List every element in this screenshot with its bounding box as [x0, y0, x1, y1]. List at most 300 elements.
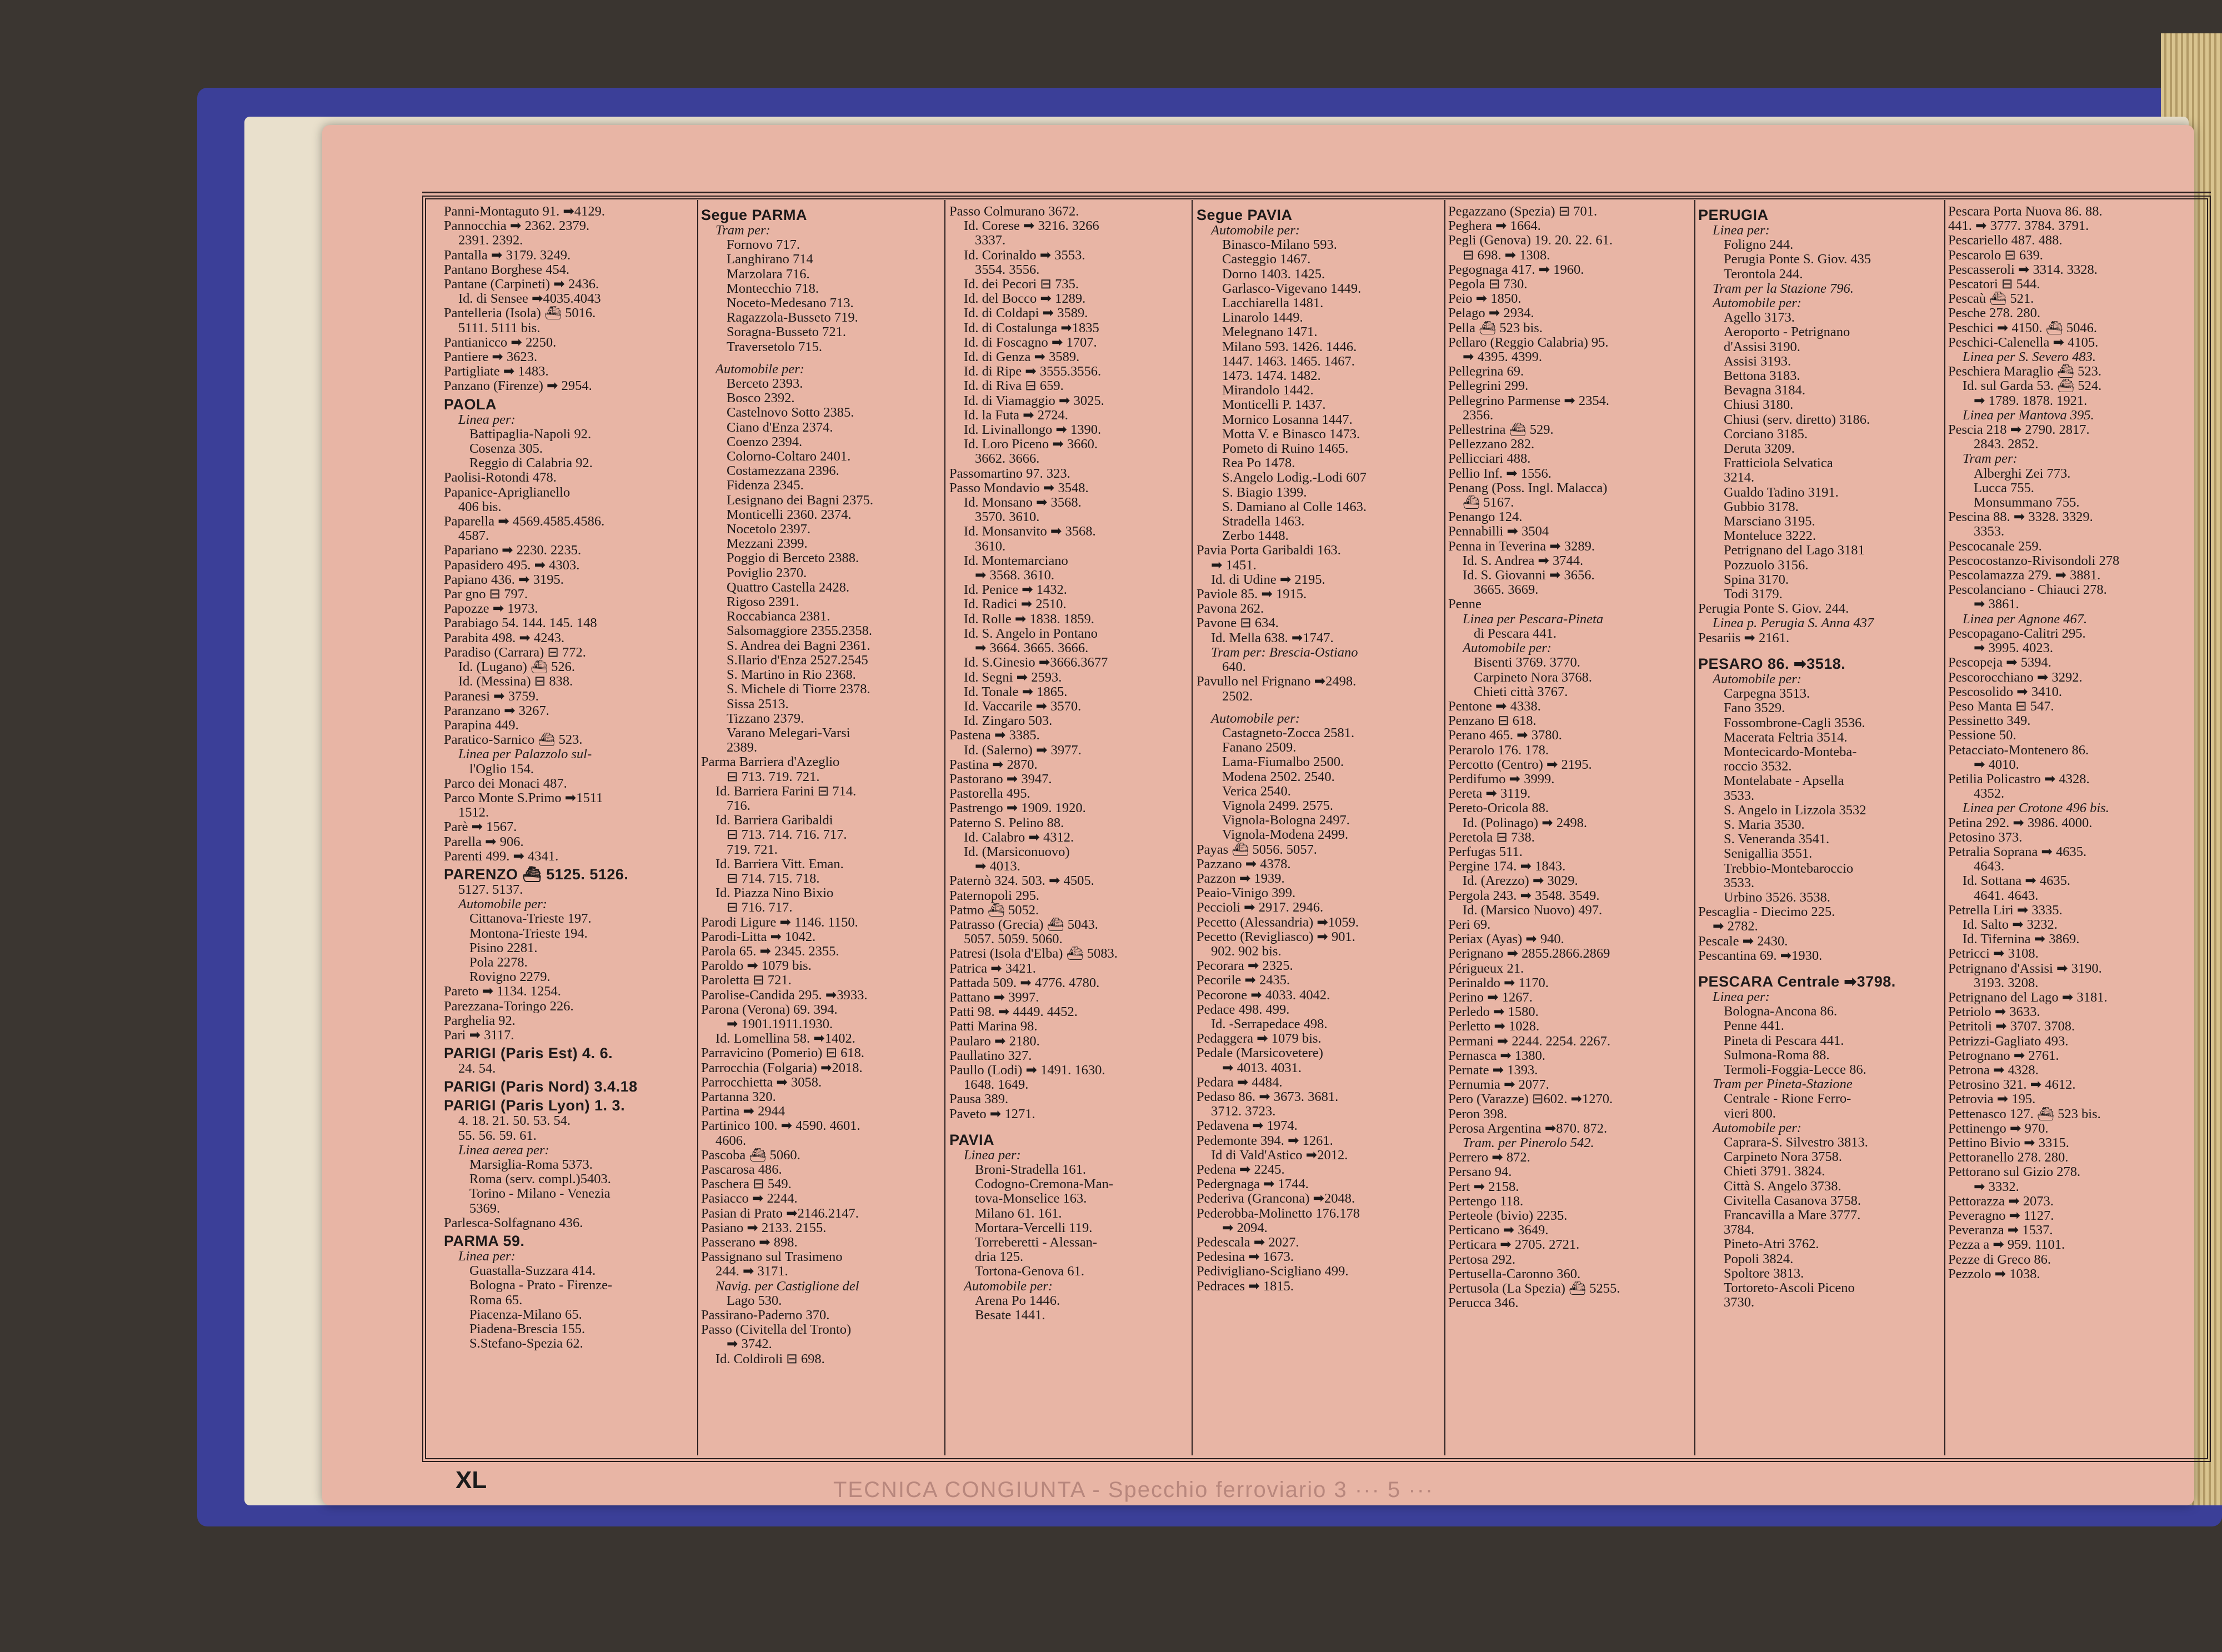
- index-entry: Pedara ➡ 4484.: [1197, 1075, 1283, 1090]
- index-entry: Perosa Argentina ➡870. 872.: [1448, 1121, 1608, 1136]
- index-entry: Francavilla a Mare 3777.: [1724, 1208, 1861, 1223]
- index-entry: Parrocchia (Folgaria) ➡2018.: [701, 1060, 863, 1075]
- index-entry: Pedivigliano-Scigliano 499.: [1197, 1264, 1349, 1279]
- index-entry: 1512.: [458, 805, 489, 820]
- index-entry: Pometo di Ruino 1465.: [1222, 442, 1349, 457]
- index-entry: Id. Zingaro 503.: [964, 714, 1053, 729]
- index-entry: Pedena ➡ 2245.: [1197, 1163, 1285, 1177]
- index-entry: Montona-Trieste 194.: [469, 926, 588, 941]
- index-entry: Id. Segni ➡ 2593.: [964, 670, 1062, 685]
- index-entry: ⛴ 5167.: [1463, 495, 1514, 510]
- index-entry: Pastena ➡ 3385.: [949, 728, 1040, 743]
- index-entry: Pedraces ➡ 1815.: [1197, 1279, 1294, 1294]
- index-entry: Persano 94.: [1448, 1165, 1512, 1180]
- index-entry: 2356.: [1463, 408, 1494, 423]
- index-entry: Id. Coldiroli ⊟ 698.: [715, 1351, 825, 1366]
- index-entry: Partanna 320.: [701, 1089, 776, 1104]
- index-entry: Papariano ➡ 2230. 2235.: [444, 543, 582, 558]
- index-entry: Pesche 278. 280.: [1948, 306, 2041, 321]
- index-entry: 4352.: [1974, 787, 2005, 802]
- index-entry: ➡ 2094.: [1222, 1220, 1268, 1235]
- index-entry: Mirandolo 1442.: [1222, 383, 1314, 398]
- index-entry: Castagneto-Zocca 2581.: [1222, 725, 1355, 740]
- index-column-6: [1696, 204, 1935, 1449]
- index-entry: Marsiglia-Roma 5373.: [469, 1157, 593, 1172]
- index-entry: Marsciano 3195.: [1724, 514, 1815, 529]
- index-entry: Pellegrina 69.: [1448, 364, 1524, 379]
- index-entry: 3662. 3666.: [975, 452, 1040, 467]
- index-entry: Broni-Stradella 161.: [975, 1163, 1087, 1177]
- page-number: XL: [456, 1466, 487, 1494]
- index-entry: 5057. 5059. 5060.: [964, 932, 1063, 947]
- index-entry: Codogno-Cremona-Man-: [975, 1177, 1114, 1192]
- index-entry: 3337.: [975, 233, 1006, 248]
- index-entry: Pescatori ⊟ 544.: [1948, 277, 2040, 292]
- index-entry: Pettino Bivio ➡ 3315.: [1948, 1136, 2069, 1150]
- index-entry: Pescolamazza 279. ➡ 3881.: [1948, 568, 2101, 583]
- index-entry: 2389.: [727, 740, 758, 755]
- index-entry: Pezza a ➡ 959. 1101.: [1948, 1238, 2065, 1253]
- index-entry: Spoltore 3813.: [1724, 1266, 1804, 1281]
- index-column-5: [1446, 204, 1685, 1449]
- index-entry: Perteole (bivio) 2235.: [1448, 1209, 1568, 1224]
- index-entry: 3554. 3556.: [975, 262, 1040, 277]
- index-entry: Costamezzana 2396.: [727, 464, 839, 479]
- index-entry: Perino ➡ 1267.: [1448, 990, 1533, 1005]
- index-entry: Pescarolo ⊟ 639.: [1948, 248, 2043, 263]
- index-entry: Paterno S. Pelino 88.: [949, 815, 1064, 830]
- index-entry: Automobile per:: [715, 362, 804, 377]
- index-entry: Verica 2540.: [1222, 784, 1291, 799]
- index-entry: Pineta di Pescara 441.: [1724, 1033, 1844, 1048]
- index-entry: Perinaldo ➡ 1170.: [1448, 975, 1549, 990]
- index-entry: Pannocchia ➡ 2362. 2379.: [444, 219, 590, 234]
- index-entry: Roma (serv. compl.)5403.: [469, 1172, 611, 1187]
- index-entry: Pastorella 495.: [949, 787, 1030, 802]
- index-entry: Navig. per Castiglione del: [715, 1279, 859, 1294]
- index-entry: ➡ 3332.: [1974, 1179, 2019, 1194]
- index-entry: Id. S. Giovanni ➡ 3656.: [1463, 568, 1595, 583]
- index-entry: 4606.: [715, 1133, 747, 1148]
- index-entry: Cosenza 305.: [469, 442, 543, 457]
- index-entry: Passignano sul Trasimeno: [701, 1250, 843, 1265]
- index-entry: Roccabianca 2381.: [727, 609, 830, 624]
- index-entry: Id. di Riva ⊟ 659.: [964, 379, 1064, 394]
- index-entry: Parlesca-Solfagnano 436.: [444, 1215, 583, 1230]
- index-entry: Automobile per:: [1713, 296, 1801, 311]
- index-entry: S. Maria 3530.: [1724, 817, 1805, 832]
- index-entry: Paviole 85. ➡ 1915.: [1197, 587, 1307, 602]
- index-entry: Pescasseroli ➡ 3314. 3328.: [1948, 262, 2098, 277]
- index-entry: Tortoreto-Ascoli Piceno: [1724, 1281, 1855, 1296]
- index-entry: Automobile per:: [1713, 672, 1801, 687]
- index-entry: l'Oglio 154.: [469, 762, 534, 777]
- index-entry: Peschici-Calenella ➡ 4105.: [1948, 335, 2099, 350]
- index-entry: Marzolara 716.: [727, 267, 810, 282]
- index-entry: ➡ 4013. 4031.: [1222, 1060, 1302, 1075]
- index-entry: ➡ 2782.: [1713, 919, 1758, 934]
- index-entry: Id. Mella 638. ➡1747.: [1211, 630, 1334, 645]
- index-entry: di Pescara 441.: [1474, 626, 1557, 641]
- index-entry: Pertusola (La Spezia) ⛴ 5255.: [1448, 1281, 1620, 1296]
- index-entry: Tram. per Pinerolo 542.: [1463, 1136, 1594, 1150]
- index-entry: Pescina 88. ➡ 3328. 3329.: [1948, 510, 2093, 525]
- index-entry: Pettinengo ➡ 970.: [1948, 1121, 2049, 1136]
- index-entry: 4641. 4643.: [1974, 888, 2039, 903]
- index-entry: Id. Calabro ➡ 4312.: [964, 830, 1074, 845]
- index-entry: Langhirano 714: [727, 252, 813, 267]
- index-entry: Pellegrini 299.: [1448, 379, 1529, 394]
- index-entry: Pellezzano 282.: [1448, 437, 1535, 452]
- index-entry: 5369.: [469, 1201, 501, 1216]
- index-entry: Peso Manta ⊟ 547.: [1948, 699, 2054, 714]
- index-entry: Périgueux 21.: [1448, 961, 1524, 976]
- index-entry: Paparella ➡ 4569.4585.4586.: [444, 514, 605, 529]
- index-entry: Paveto ➡ 1271.: [949, 1107, 1035, 1122]
- index-entry: Id. Corinaldo ➡ 3553.: [964, 248, 1085, 263]
- city-heading: PARENZO ⛴ 5125. 5126.: [444, 865, 629, 883]
- index-entry: Linea per Pescara-Pineta: [1463, 612, 1604, 627]
- index-entry: Petrignano del Lago ➡ 3181.: [1948, 990, 2108, 1005]
- index-entry: Pantano Borghese 454.: [444, 262, 570, 277]
- index-entry: Pavone ⊟ 634.: [1197, 616, 1279, 631]
- index-entry: Parodi Ligure ➡ 1146. 1150.: [701, 915, 858, 930]
- index-entry: Id. Monsanvito ➡ 3568.: [964, 524, 1096, 539]
- index-entry: Ciano d'Enza 2374.: [727, 420, 833, 435]
- index-entry: Automobile per:: [458, 897, 547, 912]
- index-entry: Pegola ⊟ 730.: [1448, 277, 1528, 292]
- index-entry: Id. Livinallongo ➡ 1390.: [964, 423, 1102, 438]
- index-entry: Automobile per:: [1211, 223, 1300, 238]
- index-entry: ➡ 4010.: [1974, 757, 2019, 772]
- index-entry: Carpineto Nora 3768.: [1474, 670, 1592, 685]
- index-entry: Paullatino 327.: [949, 1048, 1032, 1063]
- index-entry: Id. (Marsiconuovo): [964, 844, 1070, 859]
- index-entry: Todi 3179.: [1724, 587, 1783, 602]
- index-entry: Pertengo 118.: [1448, 1194, 1524, 1209]
- index-entry: Paroldo ➡ 1079 bis.: [701, 959, 812, 974]
- city-heading: PARMA 59.: [444, 1233, 525, 1249]
- index-entry: Piadena-Brescia 155.: [469, 1322, 585, 1337]
- index-entry: Pausa 389.: [949, 1092, 1009, 1107]
- index-entry: Parezzana-Toringo 226.: [444, 999, 574, 1014]
- index-entry: Roma 65.: [469, 1293, 523, 1308]
- index-entry: Chiusi 3180.: [1724, 398, 1794, 413]
- index-entry: Pescosolido ➡ 3410.: [1948, 684, 2062, 699]
- index-entry: Pellaro (Reggio Calabria) 95.: [1448, 335, 1609, 350]
- index-entry: [949, 1122, 1184, 1129]
- index-entry: Paroletta ⊟ 721.: [701, 973, 792, 988]
- index-entry: Salsomaggiore 2355.2358.: [727, 624, 872, 639]
- index-entry: Petrignano del Lago 3181: [1724, 543, 1865, 558]
- index-entry: Id. Barriera Garibaldi: [715, 813, 833, 828]
- index-entry: Poviglio 2370.: [727, 565, 807, 580]
- index-entry: Montecicardo-Monteba-: [1724, 744, 1857, 759]
- index-entry: Petrella Liri ➡ 3335.: [1948, 903, 2063, 918]
- index-entry: Tram per:: [715, 223, 770, 238]
- index-entry: Partigliate ➡ 1483.: [444, 364, 549, 379]
- index-entry: Pessione 50.: [1948, 728, 2016, 743]
- index-entry: Assisi 3193.: [1724, 354, 1791, 369]
- index-entry: Petritoli ➡ 3707. 3708.: [1948, 1019, 2075, 1034]
- index-entry: Petrosino 321. ➡ 4612.: [1948, 1078, 2076, 1093]
- index-entry: Petrignano d'Assisi ➡ 3190.: [1948, 961, 2102, 976]
- index-entry: Linea per Palazzolo sul-: [458, 747, 592, 762]
- index-entry: Id. S. Angelo in Pontano: [964, 626, 1098, 641]
- index-entry: Pazzon ➡ 1939.: [1197, 871, 1285, 886]
- index-entry: Pola 2278.: [469, 955, 528, 970]
- index-entry: Passerano ➡ 898.: [701, 1235, 798, 1250]
- index-entry: Id. di Costalunga ➡1835: [964, 321, 1099, 336]
- index-entry: ➡ 1789. 1878. 1921.: [1974, 393, 2088, 408]
- index-entry: Paternò 324. 503. ➡ 4505.: [949, 874, 1094, 889]
- index-entry: Perano 465. ➡ 3780.: [1448, 728, 1562, 743]
- index-entry: Perugia Ponte S. Giov. 435: [1724, 252, 1871, 267]
- index-entry: Perticara ➡ 2705. 2721.: [1448, 1238, 1580, 1253]
- index-entry: Id. la Futa ➡ 2724.: [964, 408, 1068, 423]
- index-entry: Berceto 2393.: [727, 377, 803, 392]
- index-entry: Trebbio-Montebaroccio: [1724, 861, 1854, 876]
- index-entry: Dorno 1403. 1425.: [1222, 267, 1325, 282]
- index-entry: Tram per Pineta-Stazione: [1713, 1077, 1853, 1092]
- index-entry: Perfugas 511.: [1448, 844, 1523, 859]
- city-heading: PARIGI (Paris Lyon) 1. 3.: [444, 1097, 625, 1114]
- index-entry: Pertosa 292.: [1448, 1252, 1516, 1267]
- index-entry: Tortona-Genova 61.: [975, 1264, 1084, 1279]
- index-entry: 3610.: [975, 539, 1006, 554]
- index-entry: Melegnano 1471.: [1222, 325, 1318, 340]
- city-heading: PAVIA: [949, 1131, 995, 1148]
- index-entry: Pergine 174. ➡ 1843.: [1448, 859, 1566, 874]
- index-entry: ⊟ 713. 719. 721.: [727, 769, 820, 784]
- bleed-through-text: TECNICA CONGIUNTA - Specchio ferroviario 3 ··· 5 ···: [833, 1478, 1434, 1502]
- index-entry: Passomartino 97. 323.: [949, 466, 1070, 481]
- index-entry: Perugia Ponte S. Giov. 244.: [1698, 602, 1849, 617]
- index-entry: Pedale (Marsicovetere): [1197, 1046, 1323, 1061]
- index-entry: Pantane (Carpineti) ➡ 2436.: [444, 277, 599, 292]
- index-entry: Pecetto (Revigliasco) ➡ 901.: [1197, 929, 1355, 944]
- index-entry: Id. S. Andrea ➡ 3744.: [1463, 553, 1584, 568]
- index-entry: Pegognaga 417. ➡ 1960.: [1448, 262, 1584, 277]
- index-entry: Id. (Lugano) ⛴ 526.: [458, 660, 575, 675]
- index-entry: Pavia Porta Garibaldi 163.: [1197, 543, 1341, 558]
- index-entry: Peron 398.: [1448, 1107, 1508, 1122]
- index-entry: Peveranza ➡ 1537.: [1948, 1223, 2053, 1238]
- index-entry: Mornico Losanna 1447.: [1222, 412, 1353, 427]
- index-entry: Penne 441.: [1724, 1019, 1784, 1034]
- column-divider: [944, 200, 945, 1455]
- index-entry: Linea per:: [458, 1249, 516, 1264]
- index-entry: Parolise-Candida 295. ➡3933.: [701, 988, 868, 1003]
- index-entry: Id. di Viamaggio ➡ 3025.: [964, 393, 1104, 408]
- index-entry: Id. Barriera Farini ⊟ 714.: [715, 784, 857, 799]
- index-entry: ⊟ 714. 715. 718.: [727, 871, 820, 886]
- index-entry: Id. del Bocco ➡ 1289.: [964, 292, 1086, 307]
- index-entry: vieri 800.: [1724, 1106, 1776, 1121]
- index-entry: Pernasca ➡ 1380.: [1448, 1048, 1545, 1063]
- index-entry: 3665. 3669.: [1474, 583, 1539, 598]
- index-entry: Linea per S. Severo 483.: [1963, 350, 2096, 365]
- index-entry: Castelnovo Sotto 2385.: [727, 406, 854, 420]
- index-entry: Id. Piazza Nino Bixio: [715, 886, 834, 901]
- index-entry: Caprara-S. Silvestro 3813.: [1724, 1135, 1868, 1150]
- index-entry: Linea aerea per:: [458, 1143, 549, 1158]
- index-entry: Besate 1441.: [975, 1308, 1045, 1323]
- city-heading: PAOLA: [444, 396, 497, 413]
- index-entry: ➡ 1451.: [1211, 558, 1257, 573]
- index-entry: Pecetto (Alessandria) ➡1059.: [1197, 915, 1359, 930]
- index-entry: Passo Colmurano 3672.: [949, 204, 1079, 219]
- index-entry: Parola 65. ➡ 2345. 2355.: [701, 944, 839, 959]
- index-entry: Id. sul Garda 53. ⛴ 524.: [1963, 379, 2102, 394]
- index-entry: S.Ilario d'Enza 2527.2545: [727, 653, 868, 668]
- index-entry: Pezzolo ➡ 1038.: [1948, 1266, 2040, 1281]
- index-entry: Monticelli P. 1437.: [1222, 398, 1326, 413]
- index-entry: Fano 3529.: [1724, 701, 1785, 716]
- index-entry: Reggio di Calabria 92.: [469, 456, 593, 471]
- index-entry: Petrizzi-Gagliato 493.: [1948, 1034, 2069, 1049]
- index-entry: Panzano (Firenze) ➡ 2954.: [444, 379, 592, 394]
- index-entry: Id. di Sensee ➡4035.4043: [458, 292, 601, 307]
- index-entry: Pelago ➡ 2934.: [1448, 306, 1534, 321]
- index-entry: S. Martino in Rio 2368.: [727, 668, 856, 683]
- index-entry: ➡ 1901.1911.1930.: [727, 1017, 833, 1032]
- index-entry: Pescale ➡ 2430.: [1698, 934, 1788, 949]
- index-entry: Pavona 262.: [1197, 602, 1264, 617]
- index-entry: Pettoranello 278. 280.: [1948, 1150, 2069, 1165]
- city-heading: PERUGIA: [1698, 207, 1769, 223]
- index-entry: Milano 61. 161.: [975, 1206, 1062, 1221]
- index-entry: Guastalla-Suzzara 414.: [469, 1264, 596, 1279]
- index-entry: Parenti 499. ➡ 4341.: [444, 849, 559, 864]
- index-entry: Pedaso 86. ➡ 3673. 3681.: [1197, 1089, 1339, 1104]
- index-entry: Montecchio 718.: [727, 281, 819, 296]
- index-entry: 3730.: [1724, 1295, 1755, 1310]
- index-entry: Id. Lomellina 58. ➡1402.: [715, 1032, 855, 1047]
- index-entry: ⊟ 698. ➡ 1308.: [1463, 248, 1550, 263]
- index-entry: 1447. 1463. 1465. 1467.: [1222, 354, 1355, 369]
- index-entry: Perucca 346.: [1448, 1296, 1519, 1311]
- index-entry: Battipaglia-Napoli 92.: [469, 427, 592, 442]
- index-entry: Pecorone ➡ 4033. 4042.: [1197, 988, 1330, 1003]
- index-entry: Id. Radici ➡ 2510.: [964, 597, 1067, 612]
- index-entry: Pennabilli ➡ 3504: [1448, 524, 1549, 539]
- index-entry: Paradiso (Carrara) ⊟ 772.: [444, 645, 586, 660]
- index-entry: 2391. 2392.: [458, 233, 523, 248]
- index-entry: dria 125.: [975, 1250, 1024, 1265]
- index-entry: Pergola 243. ➡ 3548. 3549.: [1448, 888, 1600, 903]
- index-entry: Id. Corese ➡ 3216. 3266: [964, 219, 1099, 234]
- index-entry: Pescia 218 ➡ 2790. 2817.: [1948, 423, 2090, 438]
- index-entry: Spina 3170.: [1724, 572, 1789, 587]
- index-entry: Id. S.Ginesio ➡3666.3677: [964, 655, 1108, 670]
- index-entry: Urbino 3526. 3538.: [1724, 890, 1830, 905]
- index-entry: Paranesi ➡ 3759.: [444, 689, 539, 704]
- index-entry: Peveragno ➡ 1127.: [1948, 1209, 2054, 1224]
- index-entry: Paullo (Lodi) ➡ 1491. 1630.: [949, 1063, 1105, 1078]
- index-entry: Petriolo ➡ 3633.: [1948, 1005, 2040, 1020]
- index-entry: Pegazzano (Spezia) ⊟ 701.: [1448, 204, 1598, 219]
- index-entry: Agello 3173.: [1724, 311, 1795, 326]
- index-entry: Papozze ➡ 1973.: [444, 602, 538, 617]
- index-entry: Parco Monte S.Primo ➡1511: [444, 790, 603, 805]
- index-entry: Pedescala ➡ 2027.: [1197, 1235, 1299, 1250]
- index-entry: Linea per:: [1713, 989, 1770, 1004]
- index-entry: Lacchiarella 1481.: [1222, 296, 1324, 311]
- index-entry: Civitella Casanova 3758.: [1724, 1193, 1861, 1208]
- index-entry: Vignola 2499. 2575.: [1222, 798, 1333, 813]
- index-entry: Papiano 436. ➡ 3195.: [444, 572, 564, 587]
- index-entry: Torino - Milano - Venezia: [469, 1187, 610, 1202]
- index-entry: Permani ➡ 2244. 2254. 2267.: [1448, 1034, 1611, 1049]
- index-entry: Pasiano ➡ 2133. 2155.: [701, 1220, 827, 1235]
- index-entry: Colorno-Coltaro 2401.: [727, 449, 851, 464]
- index-entry: Rigoso 2391.: [727, 595, 799, 610]
- index-entry: Coenzo 2394.: [727, 434, 803, 449]
- index-entry: ➡ 3995. 4023.: [1974, 641, 2054, 656]
- index-entry: Pellegrino Parmense ➡ 2354.: [1448, 393, 1609, 408]
- index-entry: Peccioli ➡ 2917. 2946.: [1197, 900, 1324, 915]
- index-entry: Carpegna 3513.: [1724, 687, 1810, 702]
- index-entry: Nocetolo 2397.: [727, 522, 811, 537]
- index-entry: Id. (Marsico Nuovo) 497.: [1463, 903, 1603, 918]
- index-entry: Poggio di Berceto 2388.: [727, 551, 859, 566]
- index-entry: Peghera ➡ 1664.: [1448, 219, 1541, 234]
- index-entry: Parabiago 54. 144. 145. 148: [444, 616, 597, 631]
- index-entry: ➡ 4013.: [975, 859, 1020, 874]
- city-heading: PESARO 86. ➡3518.: [1698, 655, 1846, 672]
- index-entry: Cittanova-Trieste 197.: [469, 912, 592, 927]
- index-entry: Modena 2502. 2540.: [1222, 769, 1335, 784]
- index-entry: Termoli-Foggia-Lecce 86.: [1724, 1062, 1866, 1077]
- index-entry: Id. Monsano ➡ 3568.: [964, 495, 1082, 510]
- index-entry: Pescopagano-Calitri 295.: [1948, 626, 2086, 641]
- index-entry: Chiusi (serv. diretto) 3186.: [1724, 412, 1870, 427]
- index-entry: Perdifumo ➡ 3999.: [1448, 772, 1555, 787]
- index-entry: [1197, 704, 1431, 712]
- index-entry: Pederobba-Molinetto 176.178: [1197, 1206, 1360, 1221]
- index-entry: 3784.: [1724, 1223, 1755, 1238]
- index-entry: Bologna - Prato - Firenze-: [469, 1278, 613, 1293]
- index-entry: Perignano ➡ 2855.2866.2869: [1448, 947, 1610, 962]
- index-entry: Pantianicco ➡ 2250.: [444, 335, 557, 350]
- index-entry: Pescaglia - Diecimo 225.: [1698, 905, 1835, 920]
- index-entry: Parghelia 92.: [444, 1013, 516, 1028]
- index-entry: ➡ 3568. 3610.: [975, 568, 1055, 583]
- index-entry: Rovigno 2279.: [469, 970, 551, 985]
- index-entry: S. Damiano al Colle 1463.: [1222, 499, 1367, 514]
- index-entry: Monsummano 755.: [1974, 495, 2080, 510]
- index-entry: Parella ➡ 906.: [444, 834, 524, 849]
- index-entry: Id. Tonale ➡ 1865.: [964, 684, 1068, 699]
- index-entry: Pezze di Greco 86.: [1948, 1252, 2051, 1267]
- index-entry: 2843. 2852.: [1974, 437, 2039, 452]
- index-entry: Id. dei Pecori ⊟ 735.: [964, 277, 1079, 292]
- index-entry: Patrica ➡ 3421.: [949, 961, 1036, 976]
- index-entry: Id. di Ripe ➡ 3555.3556.: [964, 364, 1102, 379]
- index-entry: Parapina 449.: [444, 718, 519, 733]
- index-entry: Monticelli 2360. 2374.: [727, 507, 852, 522]
- index-entry: Pedemonte 394. ➡ 1261.: [1197, 1133, 1333, 1148]
- index-entry: 3533.: [1724, 875, 1755, 890]
- index-entry: Centrale - Rione Ferro-: [1724, 1092, 1851, 1107]
- index-entry: Id. (Salerno) ➡ 3977.: [964, 743, 1082, 758]
- index-entry: Chieti 3791. 3824.: [1724, 1164, 1825, 1179]
- index-entry: Traversetolo 715.: [727, 339, 822, 354]
- index-entry: 3533.: [1724, 788, 1755, 803]
- index-entry: Id. Loro Piceno ➡ 3660.: [964, 437, 1098, 452]
- index-entry: Sissa 2513.: [727, 697, 789, 712]
